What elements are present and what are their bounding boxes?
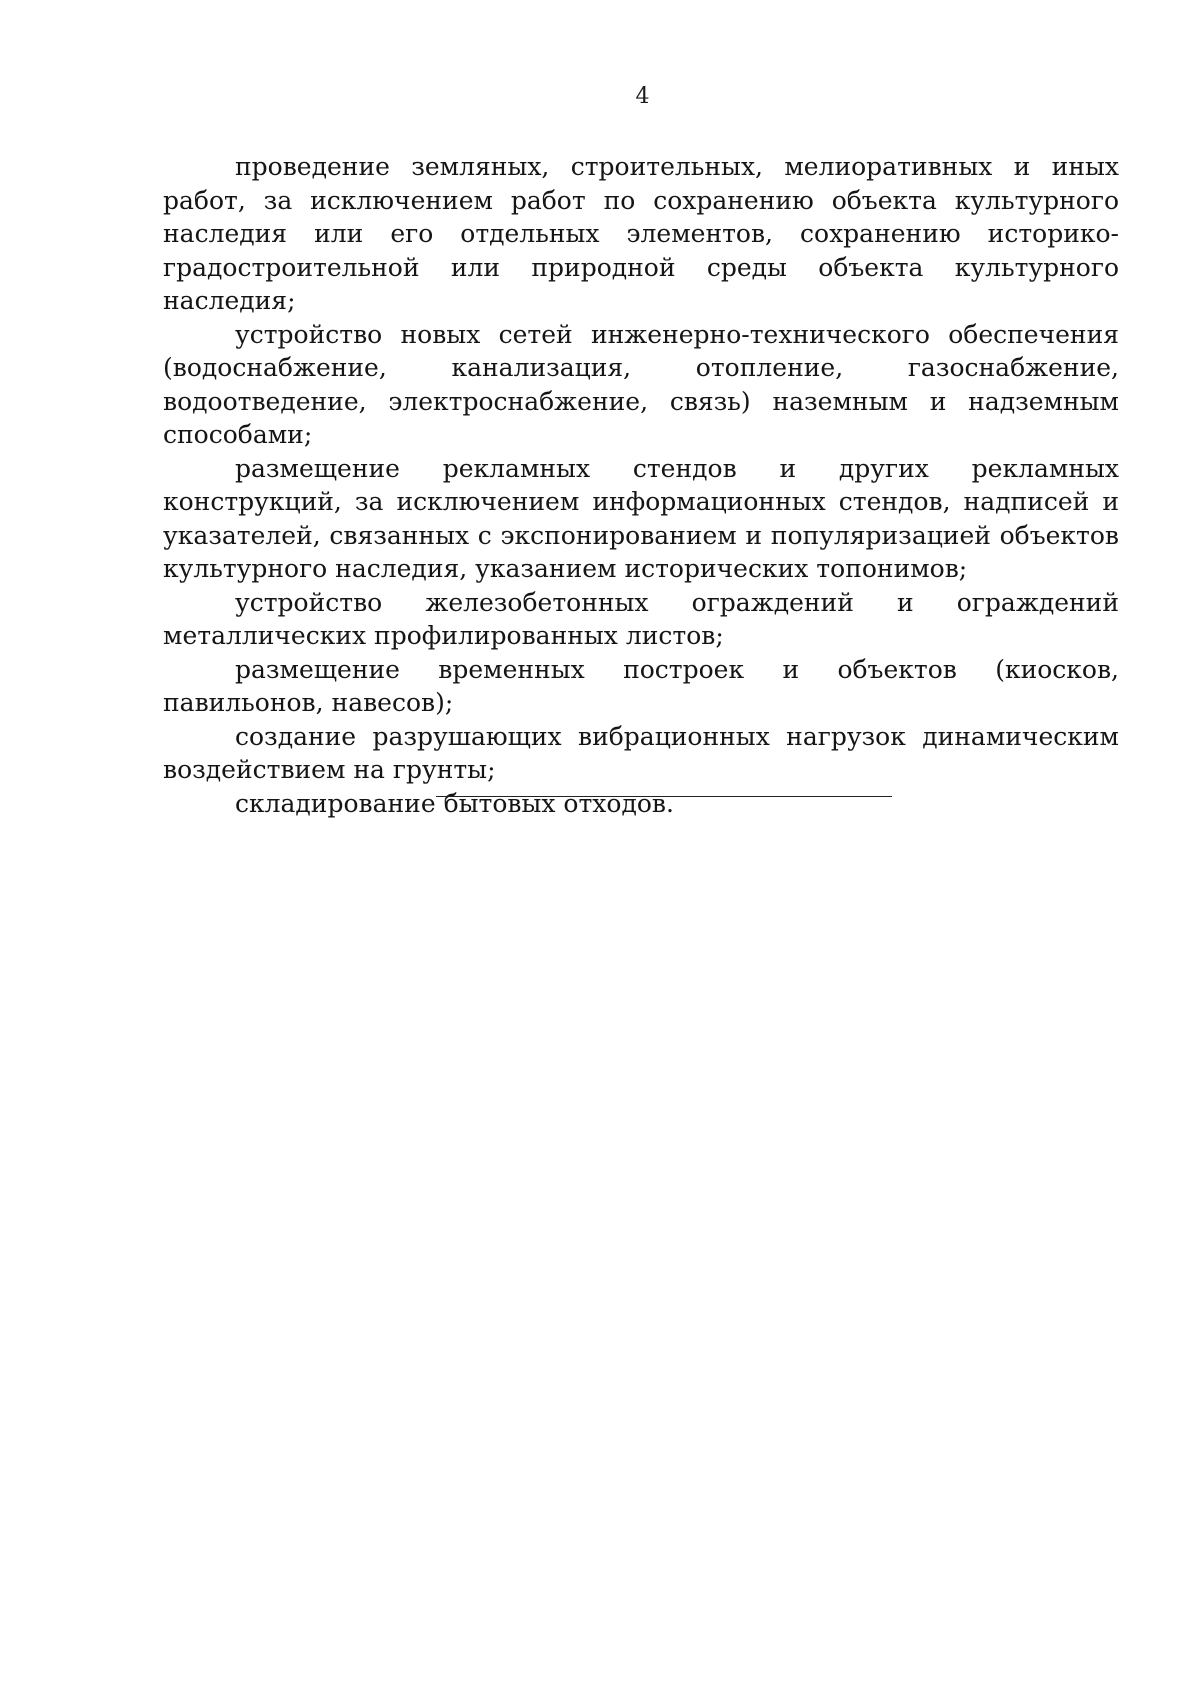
paragraph-temporary-structures: размещение временных построек и объектов (киосков, павильонов, навесов); [163,654,1119,717]
paragraph-utility-networks: устройство новых сетей инженерно-технического обеспечения (водоснабжение, канализация, отопление, газоснабжение, водоотведение, электроснабжение, связь) наземным и надземным способами; [163,319,1119,449]
paragraph-waste-storage: складирование бытовых отходов. [235,788,674,818]
page-number: 4 [635,84,650,109]
paragraph-earthworks: проведение земляных, строительных, мелиоративных и иных работ, за исключением работ по сохранению объекта культурного наследия или его отдельных элементов, сохранению историко-градостроительной или природной среды объекта культурного наследия; [163,152,1119,315]
paragraph-vibration-loads: создание разрушающих вибрационных нагрузок динамическим воздействием на грунты; [163,721,1119,784]
document-body [163,150,1119,820]
paragraph-advertising: размещение рекламных стендов и других рекламных конструкций, за исключением информационных стендов, надписей и указателей, связанных с экспонированием и популяризацией объектов культурного наследия, указанием исторических топонимов; [163,453,1119,583]
paragraph-fences: устройство железобетонных ограждений и ограждений металлических профилированных листов; [163,587,1119,650]
end-of-text-rule [436,796,892,797]
